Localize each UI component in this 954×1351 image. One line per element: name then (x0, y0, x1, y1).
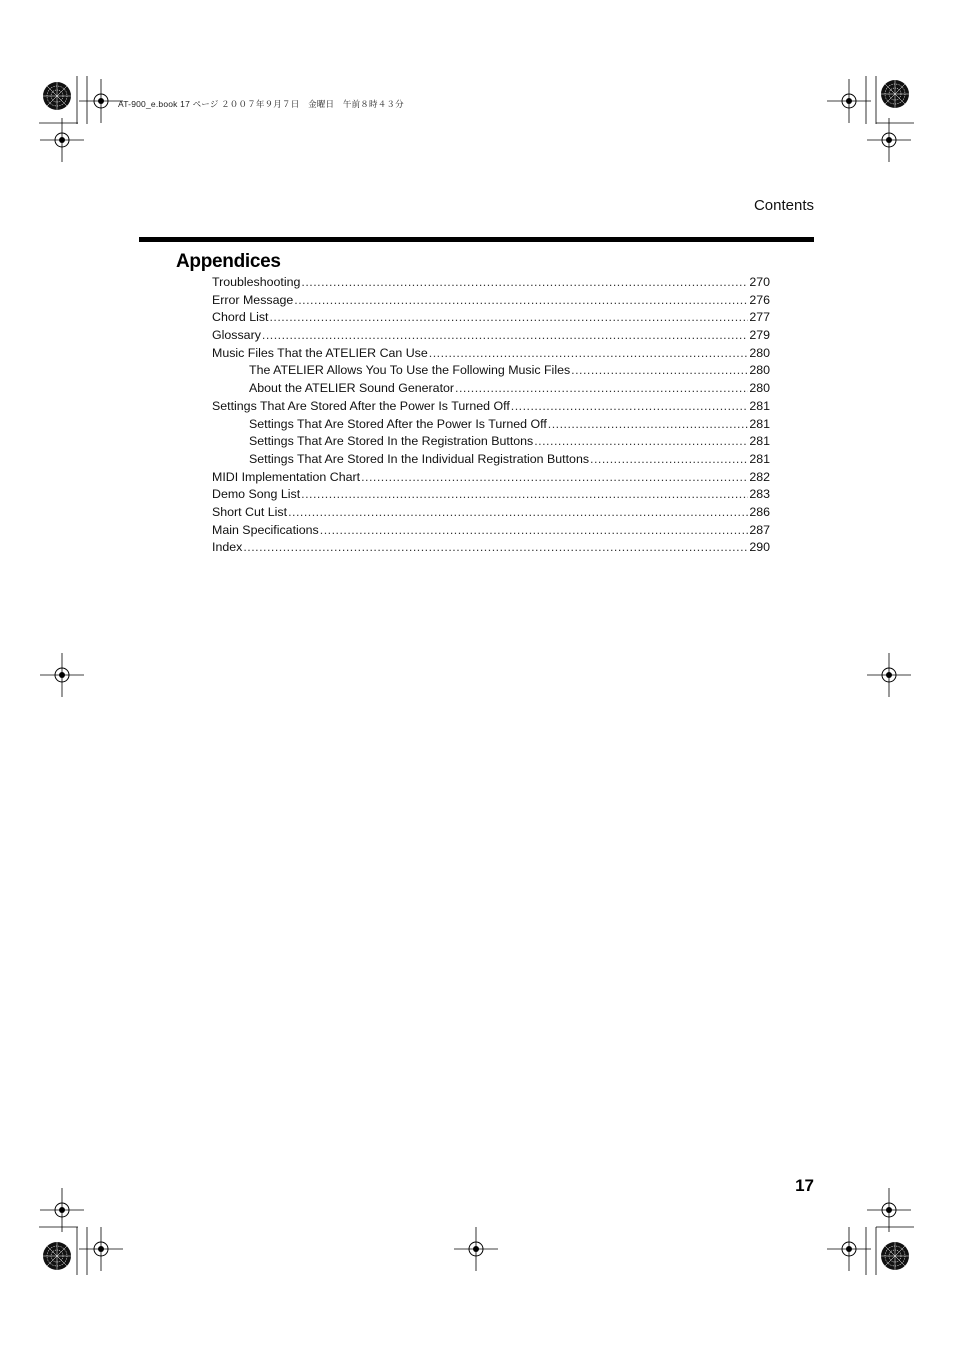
toc-entry-page: 281 (749, 398, 770, 413)
toc-entry[interactable] (212, 274, 770, 292)
toc-entry-title: Settings That Are Stored In the Individual Registration Buttons (249, 451, 590, 466)
toc-entry-title: MIDI Implementation Chart (212, 469, 361, 484)
dot-leader (288, 504, 748, 522)
toc-entry[interactable] (212, 292, 770, 310)
toc-entry[interactable] (212, 433, 770, 451)
toc-entry[interactable] (212, 522, 770, 540)
toc-entry-title: Glossary (212, 328, 261, 343)
toc-entry-page: 280 (749, 381, 770, 396)
toc-entry-page: 282 (749, 469, 770, 484)
dot-leader (294, 292, 748, 310)
toc-entry-page: 283 (749, 487, 770, 502)
table-of-contents (212, 274, 770, 557)
toc-entry[interactable] (212, 504, 770, 522)
toc-entry[interactable] (212, 362, 770, 380)
toc-entry[interactable] (212, 416, 770, 434)
toc-entry[interactable] (212, 539, 770, 557)
dot-leader (301, 274, 748, 292)
toc-entry-title: Chord List (212, 310, 269, 325)
toc-entry-title: Troubleshooting (212, 275, 301, 289)
dot-leader (455, 380, 748, 398)
toc-entry[interactable] (212, 327, 770, 345)
dot-leader (548, 416, 749, 434)
toc-entry-page: 281 (749, 416, 770, 431)
toc-entry-title: Short Cut List (212, 504, 288, 519)
toc-entry-title: Settings That Are Stored In the Registration Buttons (249, 434, 534, 449)
toc-entry-title: About the ATELIER Sound Generator (249, 381, 455, 396)
toc-entry-page: 281 (749, 434, 770, 449)
dot-leader (511, 398, 749, 416)
print-info-slug: AT-900_e.book 17 ページ ２００７年９月７日 金曜日 午前８時４３分 (118, 99, 404, 109)
running-head: Contents (753, 197, 814, 214)
dot-leader (590, 451, 748, 469)
dot-leader (571, 362, 748, 380)
toc-entry-title: Settings That Are Stored After the Power Is Turned Off (249, 416, 547, 431)
toc-entry[interactable] (212, 309, 770, 327)
section-title: Appendices (176, 251, 281, 272)
toc-entry[interactable] (212, 345, 770, 363)
dot-leader (361, 469, 748, 487)
toc-entry-title: The ATELIER Allows You To Use the Following Music Files (249, 363, 571, 378)
dot-leader (301, 486, 748, 504)
toc-entry-page: 280 (749, 345, 770, 360)
dot-leader (534, 433, 748, 451)
dot-leader (269, 309, 748, 327)
toc-entry-page: 286 (749, 504, 770, 519)
toc-entry-title: Music Files That the ATELIER Can Use (212, 345, 428, 360)
toc-entry[interactable] (212, 469, 770, 487)
toc-entry-title: Main Specifications (212, 522, 319, 537)
toc-entry-title: Settings That Are Stored After the Power Is Turned Off (212, 398, 510, 413)
toc-entry-page: 281 (749, 451, 770, 466)
toc-entry-page: 276 (749, 292, 770, 307)
toc-entry[interactable] (212, 380, 770, 398)
toc-entry-page: 290 (749, 540, 770, 555)
dot-leader (320, 522, 749, 540)
toc-entry-title: Index (212, 540, 243, 555)
dot-leader (262, 327, 748, 345)
toc-entry-page: 277 (749, 310, 770, 325)
toc-entry[interactable] (212, 451, 770, 469)
toc-entry-page: 287 (749, 522, 770, 537)
toc-entry-page: 279 (749, 328, 770, 343)
section-rule (139, 237, 814, 242)
toc-entry[interactable] (212, 486, 770, 504)
toc-entry-page: 270 (749, 275, 770, 289)
toc-entry-title: Error Message (212, 292, 294, 307)
toc-entry-title: Demo Song List (212, 487, 301, 502)
page-number: 17 (795, 1176, 814, 1195)
toc-entry[interactable] (212, 398, 770, 416)
dot-leader (429, 345, 749, 363)
toc-entry-page: 280 (749, 363, 770, 378)
dot-leader (243, 539, 748, 557)
